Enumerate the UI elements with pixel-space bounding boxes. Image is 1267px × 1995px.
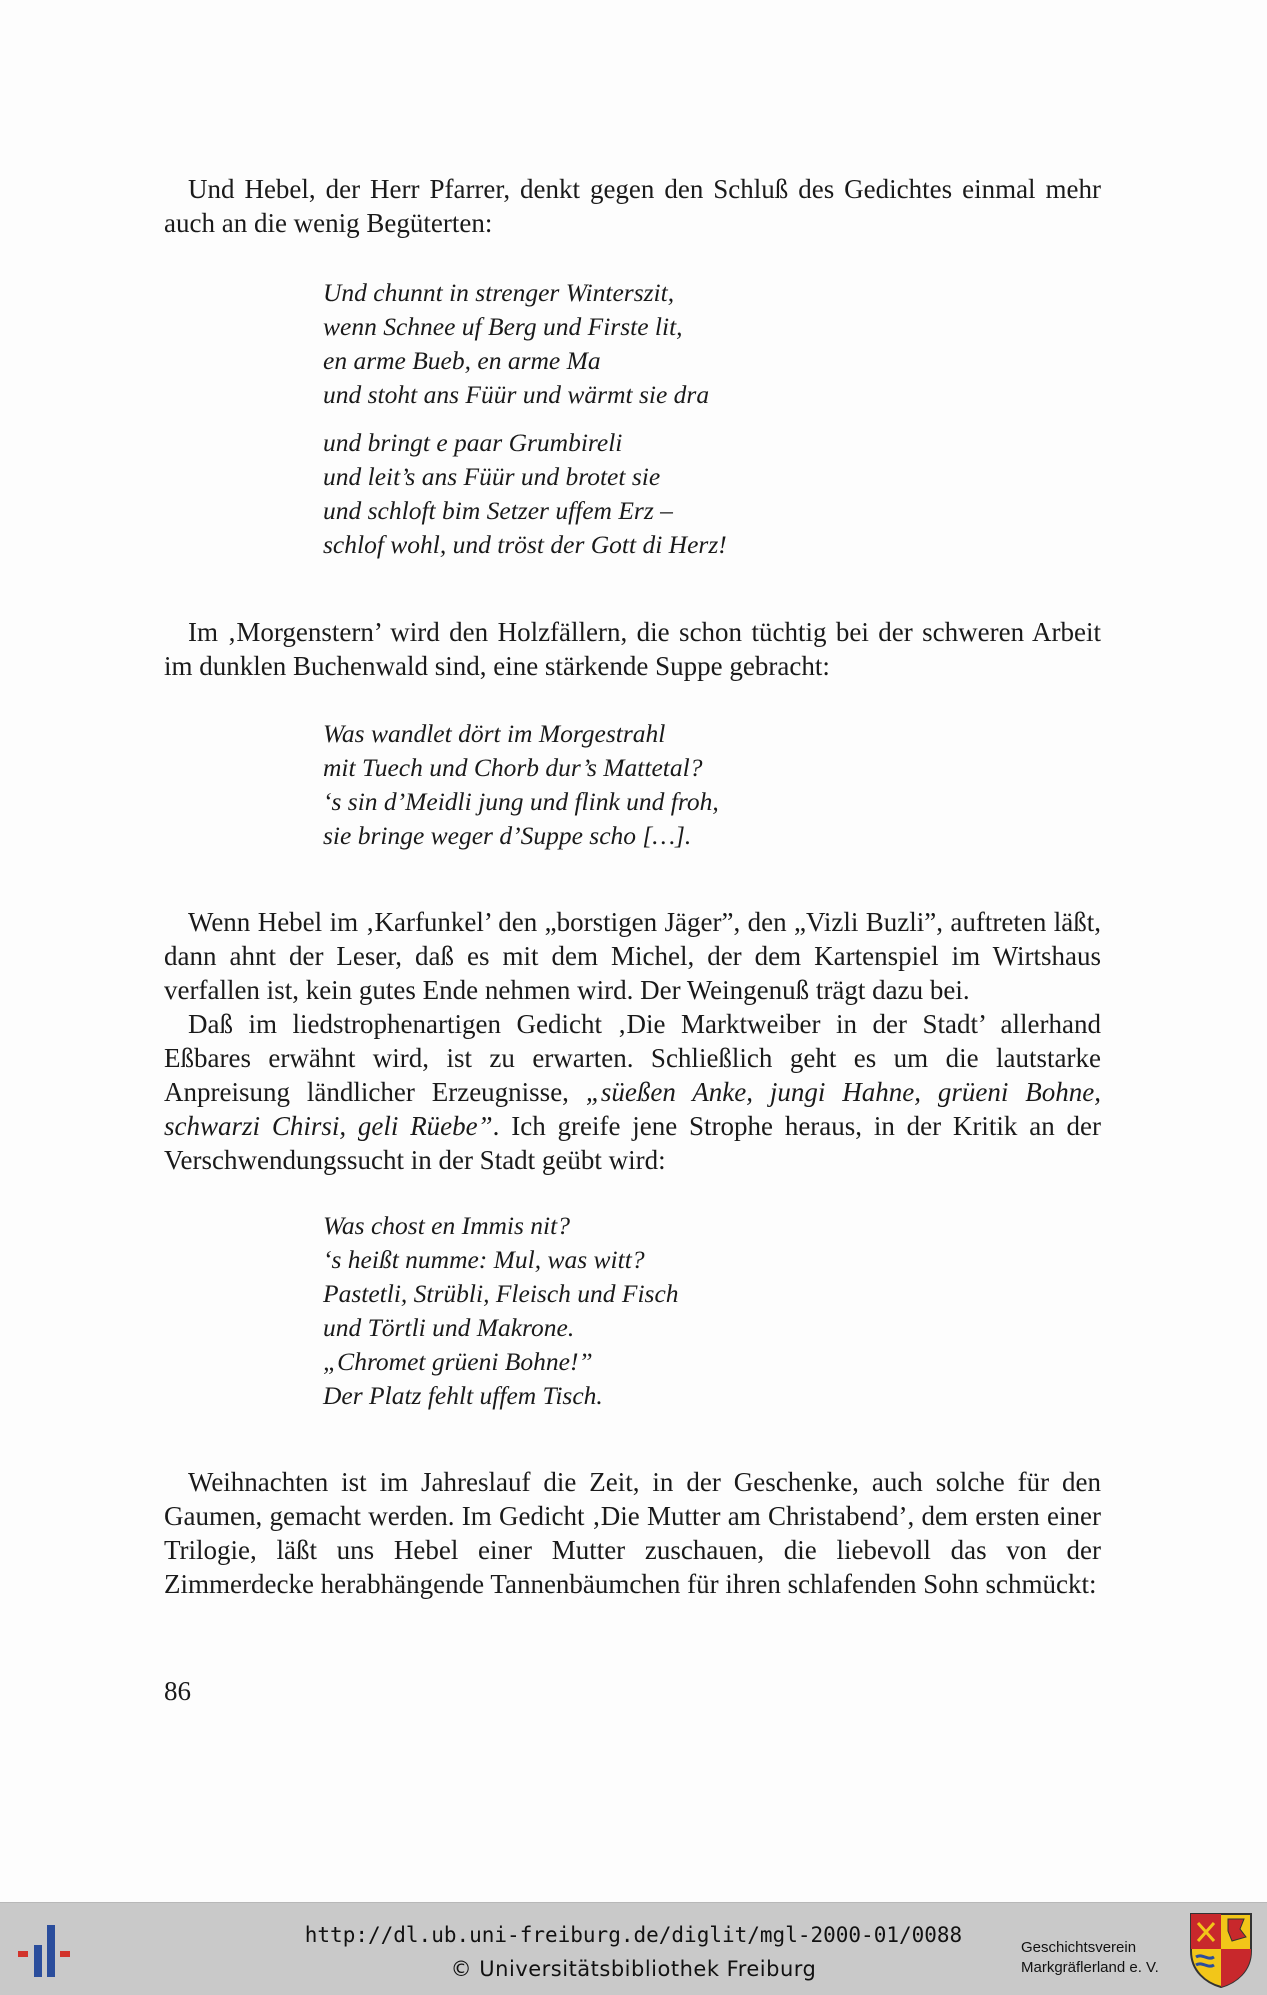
paragraph-5-text: Weihnachten ist im Jahreslauf die Zeit, in der Geschenke, auch solche für den Gaumen, gemacht werden. Im Gedicht ‚Die Mutter am Christabend’, dem ersten einer Trilogie, läßt uns Hebel einer Mutter zuschauen, die liebevoll das von der Zimmerdecke herabhängende Tannenbäumchen für ihren schlafenden Sohn schmückt: xyxy=(164,1467,1101,1599)
poem-marktweiber xyxy=(323,1209,679,1413)
poem-line: Und chunnt in strenger Winterszit, xyxy=(323,278,675,307)
paragraph-3-text: Wenn Hebel im ‚Karfunkel’ den „borstigen Jäger”, den „Vizli Buzli”, auftreten läßt, dann ahnt der Leser, daß es mit dem Michel, der dem Kartenspiel im Wirtshaus verfallen ist, kein gutes Ende nehmen wird. Der Weingenuß trägt dazu bei. xyxy=(164,907,1101,1005)
footer-org-line-1: Geschichtsverein xyxy=(1021,1939,1137,1956)
poem-line: Was wandlet dört im Morgestrahl xyxy=(323,719,666,748)
poem-line: und leit’s ans Füür und brotet sie xyxy=(323,462,661,491)
paragraphs-3-4 xyxy=(164,905,1101,1177)
footer-copyright: © Universitätsbibliothek Freiburg xyxy=(450,1957,817,1981)
poem-line: und Törtli und Makrone. xyxy=(323,1313,575,1342)
paragraph-4-before: Daß im liedstrophenartigen Gedicht ‚Die Marktweiber in der Stadt’ allerhand Eßbares erwähnt wird, ist zu erwarten. Schließlich geht es um die lautstarke Anpreisung ländlicher Erzeugnisse, xyxy=(164,1009,1101,1107)
paragraph-2-text: Im ‚Morgenstern’ wird den Holzfällern, die schon tüchtig bei der schweren Arbeit im dunklen Buchenwald sind, eine stärkende Suppe gebracht: xyxy=(164,617,1101,681)
paragraph-2 xyxy=(164,615,1101,683)
poem-line: Was chost en Immis nit? xyxy=(323,1211,570,1240)
paragraph-1-text: Und Hebel, der Herr Pfarrer, denkt gegen den Schluß des Gedichtes einmal mehr auch an die wenig Begüterten: xyxy=(164,174,1101,238)
poem-line: mit Tuech und Chorb dur’s Mattetal? xyxy=(323,753,703,782)
paragraph-4-quote: „süeßen Anke, jungi Hahne, grüeni Bohne, schwarzi Chirsi, geli Rüebe” xyxy=(164,1077,1101,1141)
poem-line: Pastetli, Strübli, Fleisch und Fisch xyxy=(323,1279,679,1308)
poem-line: Der Platz fehlt uffem Tisch. xyxy=(323,1381,603,1410)
paragraph-1 xyxy=(164,172,1101,240)
footer-url-link[interactable]: http://dl.ub.uni-freiburg.de/diglit/mgl-2000-01/0088 xyxy=(304,1923,963,1947)
poem-line: wenn Schnee uf Berg und Firste lit, xyxy=(323,312,683,341)
poem-line: und schloft bim Setzer uffem Erz – xyxy=(323,496,673,525)
stanza-gap xyxy=(323,412,727,426)
page-number: 86 xyxy=(164,1676,191,1706)
footer-org-line-2: Markgräflerland e. V. xyxy=(1021,1959,1159,1976)
paragraph-5 xyxy=(164,1465,1101,1601)
poem-line: schlof wohl, und tröst der Gott di Herz! xyxy=(323,530,727,559)
footer-organization xyxy=(1021,1938,1159,1978)
footer-bar xyxy=(0,1902,1267,1995)
paragraph-4-text xyxy=(164,1007,1101,1177)
poem-line: und stoht ans Füür und wärmt sie dra xyxy=(323,380,710,409)
poem-line: ‘s sin d’Meidli jung und flink und froh, xyxy=(323,787,719,816)
coat-of-arms-icon xyxy=(1188,1911,1254,1989)
poem-line: sie bringe weger d’Suppe scho […]. xyxy=(323,821,692,850)
paragraph-4-after: . Ich greife jene Strophe heraus, in der Kritik an der Verschwendungssucht in der Stadt geübt wird: xyxy=(164,1111,1101,1175)
poem-winterszit xyxy=(323,276,727,562)
poem-line: und bringt e paar Grumbireli xyxy=(323,428,623,457)
poem-morgenstern xyxy=(323,717,719,853)
poem-line: „Chromet grüeni Bohne!” xyxy=(323,1347,593,1376)
poem-line: en arme Bueb, en arme Ma xyxy=(323,346,601,375)
poem-line: ‘s heißt numme: Mul, was witt? xyxy=(323,1245,645,1274)
